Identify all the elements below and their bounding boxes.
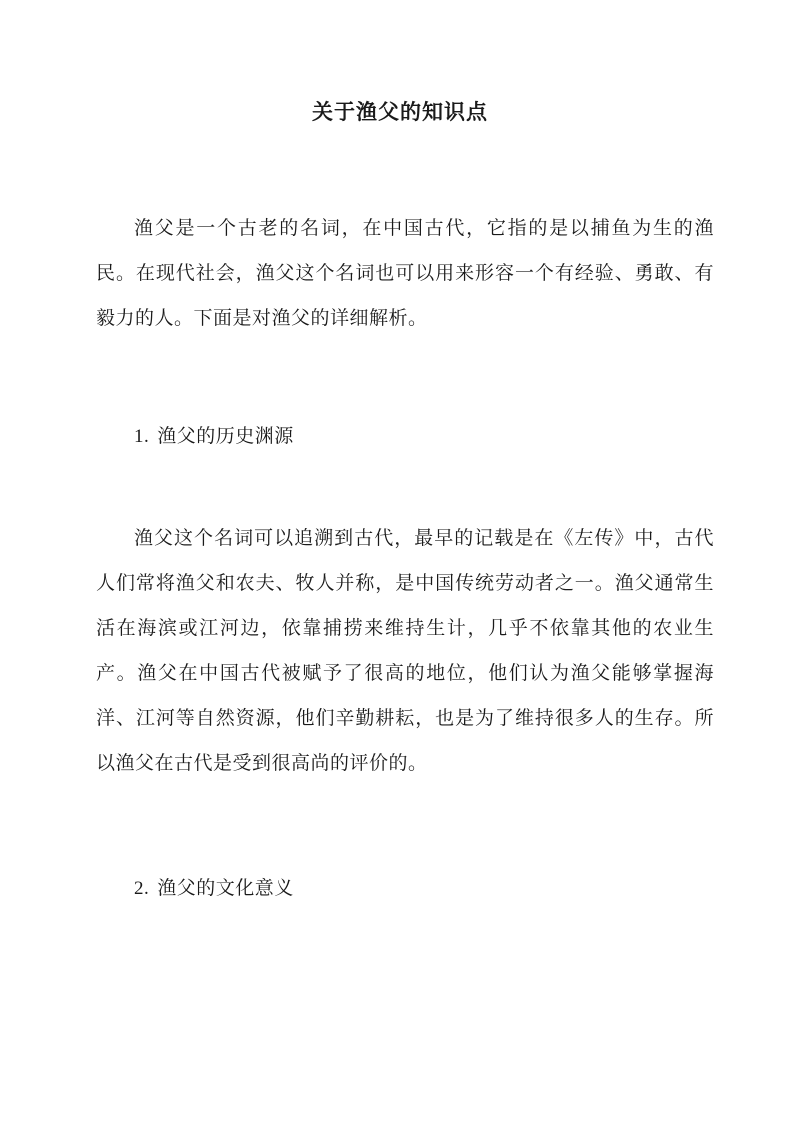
document-title: 关于渔父的知识点	[312, 99, 488, 124]
section-2-heading	[134, 872, 294, 905]
section-2-number: 2.	[134, 878, 150, 899]
section-1-title: 渔父的历史渊源	[157, 425, 294, 447]
section-1-paragraph: 渔父这个名词可以追溯到古代，最早的记载是在《左传》中，古代人们常将渔父和农夫、牧人并称，是中国传统劳动者之一。渔父通常生活在海滨或江河边，依靠捕捞来维持生计，几乎不依靠其他的农业生产。渔父在中国古代被赋予了很高的地位，他们认为渔父能够掌握海洋、江河等自然资源，他们辛勤耕耘，也是为了维持很多人的生存。所以渔父在古代是受到很高尚的评价的。	[96, 527, 714, 774]
section-1-heading	[134, 420, 294, 453]
section-2-title: 渔父的文化意义	[157, 877, 294, 899]
intro-paragraph: 渔父是一个古老的名词，在中国古代，它指的是以捕鱼为生的渔民。在现代社会，渔父这个名词也可以用来形容一个有经验、勇敢、有毅力的人。下面是对渔父的详细解析。	[96, 217, 714, 329]
section-1-number: 1.	[134, 426, 150, 447]
